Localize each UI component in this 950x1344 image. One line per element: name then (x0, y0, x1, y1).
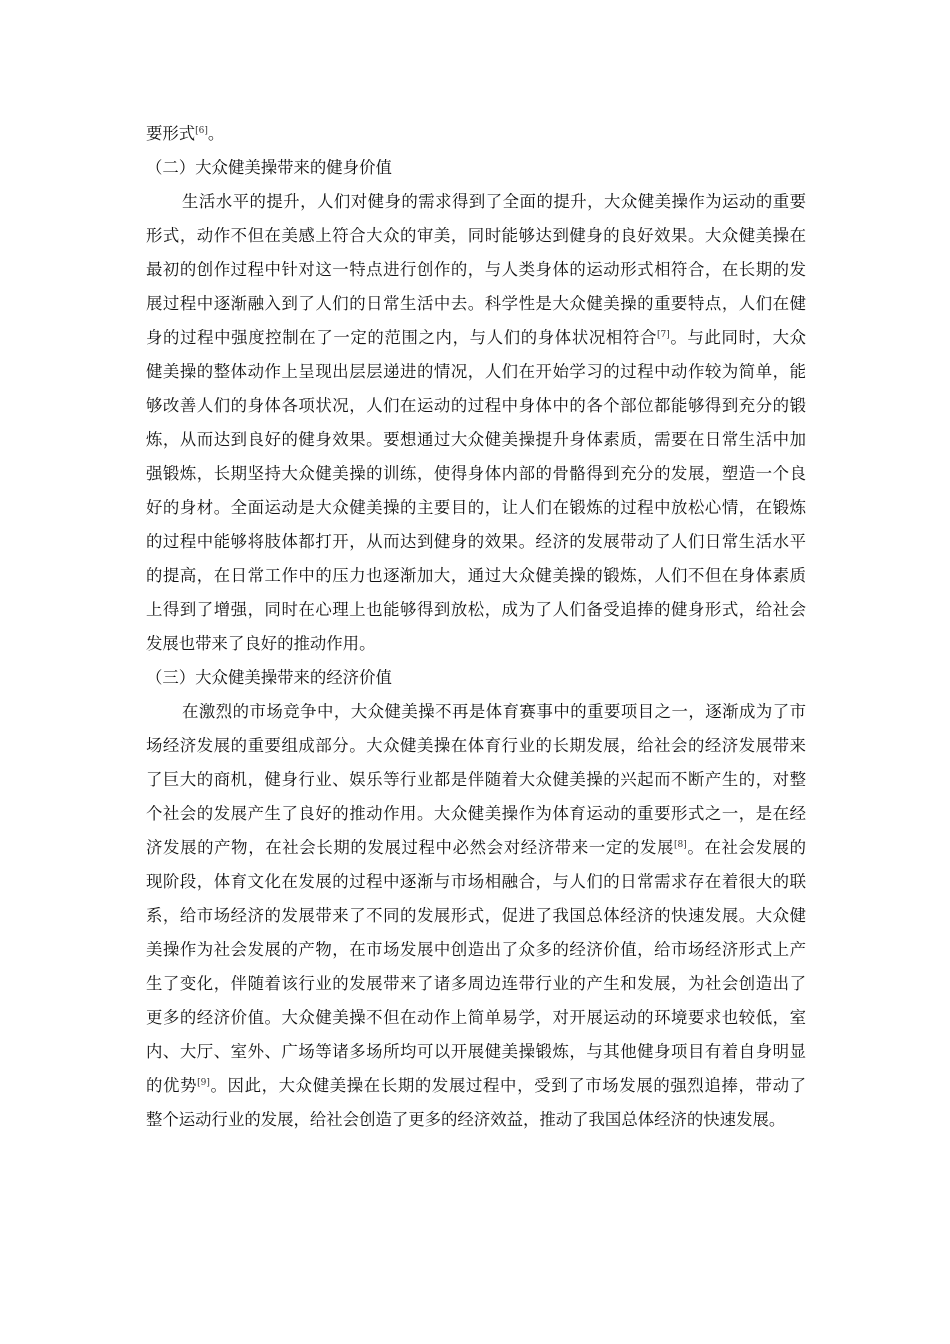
citation-ref: [7] (657, 330, 670, 340)
paragraph-line: 强锻炼，长期坚持大众健美操的训练，使得身体内部的骨骼得到充分的发展，塑造一个良 (146, 464, 806, 483)
line-text: 的优势 (146, 1076, 198, 1095)
paragraph-line: 展过程中逐渐融入到了人们的日常生活中去。科学性是大众健美操的重要特点，人们在健 (146, 294, 806, 313)
line-text: 。与此同时，大众 (669, 328, 807, 347)
line-text: 。 (207, 124, 225, 143)
paragraph-line (146, 321, 806, 355)
paragraph-line: 更多的经济价值。大众健美操不但在动作上简单易学，对开展运动的环境要求也较低，室 (146, 1008, 806, 1027)
paragraph-line: 系，给市场经济的发展带来了不同的发展形式，促进了我国总体经济的快速发展。大众健 (146, 906, 806, 925)
paragraph-line: 最初的创作过程中针对这一特点进行创作的，与人类身体的运动形式相符合，在长期的发 (146, 260, 806, 279)
paragraph-line: 了巨大的商机，健身行业、娱乐等行业都是伴随着大众健美操的兴起而不断产生的，对整 (146, 770, 806, 789)
citation-ref: [8] (674, 840, 687, 850)
line-text: 要形式 (146, 124, 196, 143)
paragraph-line: 整个运动行业的发展，给社会创造了更多的经济效益，推动了我国总体经济的快速发展。 (146, 1110, 786, 1129)
paragraph-line: 的过程中能够将肢体都打开，从而达到健身的效果。经济的发展带动了人们日常生活水平 (146, 532, 806, 551)
line-text: 。因此，大众健美操在长期的发展过程中，受到了市场发展的强烈追捧，带动了 (209, 1076, 807, 1095)
paragraph-line (146, 1069, 806, 1103)
paragraph-line: 发展也带来了良好的推动作用。 (146, 634, 376, 653)
line-text: 。在社会发展的 (686, 838, 807, 857)
paragraph-line: 在激烈的市场竞争中，大众健美操不再是体育赛事中的重要项目之一，逐渐成为了市 (182, 702, 806, 721)
paragraph-line: 形式，动作不但在美感上符合大众的审美，同时能够达到健身的良好效果。大众健美操在 (146, 226, 806, 245)
citation-ref: [6] (195, 126, 208, 136)
paragraph-line (146, 117, 806, 151)
paragraph-line: 好的身材。全面运动是大众健美操的主要目的，让人们在锻炼的过程中放松心情，在锻炼 (146, 498, 806, 517)
paragraph-line: 内、大厅、室外、广场等诸多场所均可以开展健美操锻炼，与其他健身项目有着自身明显 (146, 1042, 806, 1061)
paragraph-line: 的提高，在日常工作中的压力也逐渐加大，通过大众健美操的锻炼，人们不但在身体素质 (146, 566, 806, 585)
paragraph-line: 够改善人们的身体各项状况，人们在运动的过程中身体中的各个部位都能够得到充分的锻 (146, 396, 806, 415)
paragraph-line: 炼，从而达到良好的健身效果。要想通过大众健美操提升身体素质，需要在日常生活中加 (146, 430, 806, 449)
citation-ref: [9] (197, 1078, 210, 1088)
paragraph-line: 美操作为社会发展的产物，在市场发展中创造出了众多的经济价值，给市场经济形式上产 (146, 940, 806, 959)
paragraph-line: 生了变化，伴随着该行业的发展带来了诸多周边连带行业的产生和发展，为社会创造出了 (146, 974, 806, 993)
line-text: 身的过程中强度控制在了一定的范围之内，与人们的身体状况相符合 (146, 328, 657, 347)
paragraph-line: 现阶段，体育文化在发展的过程中逐渐与市场相融合，与人们的日常需求存在着很大的联 (146, 872, 806, 891)
line-text: 济发展的产物，在社会长期的发展过程中必然会对经济带来一定的发展 (146, 838, 675, 857)
paragraph-line: 个社会的发展产生了良好的推动作用。大众健美操作为体育运动的重要形式之一，是在经 (146, 804, 806, 823)
paragraph-line: 场经济发展的重要组成部分。大众健美操在体育行业的长期发展，给社会的经济发展带来 (146, 736, 806, 755)
paragraph-line: 上得到了增强，同时在心理上也能够得到放松，成为了人们备受追捧的健身形式，给社会 (146, 600, 806, 619)
section-heading-2: （二）大众健美操带来的健身价值 (146, 158, 392, 177)
section-heading-3: （三）大众健美操带来的经济价值 (146, 668, 392, 687)
paragraph-line (146, 831, 806, 865)
paragraph-line: 生活水平的提升，人们对健身的需求得到了全面的提升，大众健美操作为运动的重要 (182, 192, 806, 211)
paragraph-line: 健美操的整体动作上呈现出层层递进的情况，人们在开始学习的过程中动作较为简单，能 (146, 362, 806, 381)
